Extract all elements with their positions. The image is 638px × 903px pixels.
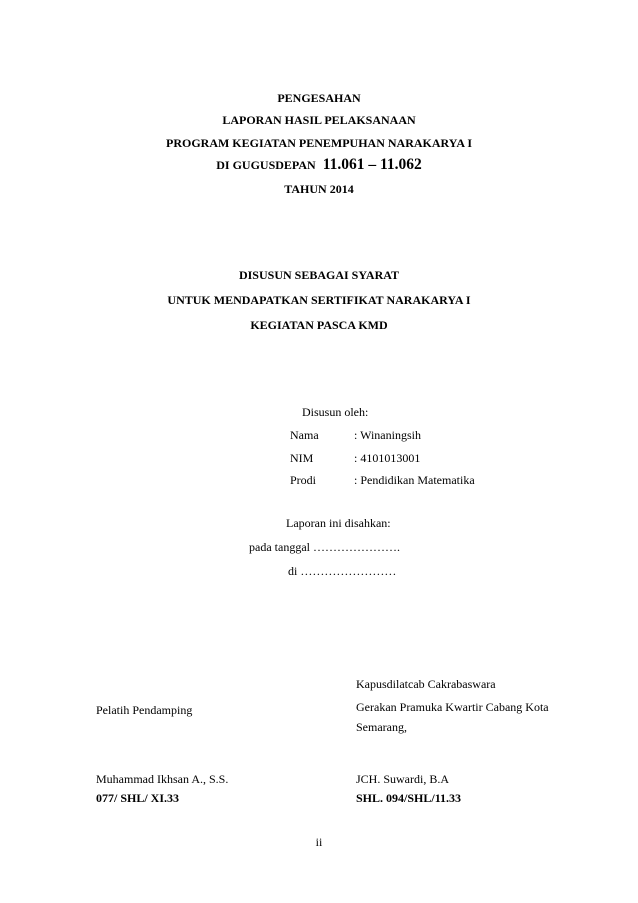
approval-place: di …………………… — [288, 564, 397, 578]
signer-right-id: SHL. 094/SHL/11.33 — [356, 791, 462, 805]
signer-right-name: JCH. Suwardi, B.A — [356, 772, 450, 786]
signer-right-title-1: Kapusdilatcab Cakrabaswara — [356, 677, 496, 691]
author-field-prodi — [290, 473, 475, 488]
header-report-title: LAPORAN HASIL PELAKSANAAN — [222, 113, 416, 127]
author-field-value: : Winaningsih — [354, 428, 421, 442]
purpose-line-1: DISUSUN SEBAGAI SYARAT — [238, 268, 400, 282]
author-field-label: NIM — [290, 451, 314, 465]
signer-left-id: 077/ SHL/ XI.33 — [96, 791, 180, 805]
author-field-value: : Pendidikan Matematika — [354, 473, 475, 487]
approval-date: pada tanggal …………………. — [249, 540, 400, 554]
author-field-value: : 4101013001 — [354, 451, 421, 465]
header-title: PENGESAHAN — [277, 91, 361, 105]
author-field-name — [290, 428, 421, 443]
author-heading: Disusun oleh: — [302, 405, 369, 419]
header-year: TAHUN 2014 — [284, 182, 354, 196]
author-field-label: Prodi — [290, 473, 317, 487]
purpose-line-2: UNTUK MENDAPATKAN SERTIFIKAT NARAKARYA I — [167, 293, 471, 307]
gugusdepan-label: DI GUGUSDEPAN — [216, 158, 316, 172]
header-gugusdepan-line — [0, 156, 638, 174]
gugusdepan-numbers: 11.061 – 11.062 — [322, 156, 422, 173]
page-number: ii — [315, 835, 323, 849]
header-program-title: PROGRAM KEGIATAN PENEMPUHAN NARAKARYA I — [165, 136, 473, 150]
purpose-line-3: KEGIATAN PASCA KMD — [250, 318, 388, 332]
signer-right-title-2: Gerakan Pramuka Kwartir Cabang Kota — [356, 700, 549, 714]
author-field-nim — [290, 451, 420, 466]
approval-line-1: Laporan ini disahkan: — [286, 516, 391, 530]
signer-right-title-3: Semarang, — [356, 720, 407, 734]
author-field-label: Nama — [290, 428, 319, 442]
signer-left-title: Pelatih Pendamping — [96, 703, 193, 717]
signer-left-name: Muhammad Ikhsan A., S.S. — [96, 772, 229, 786]
